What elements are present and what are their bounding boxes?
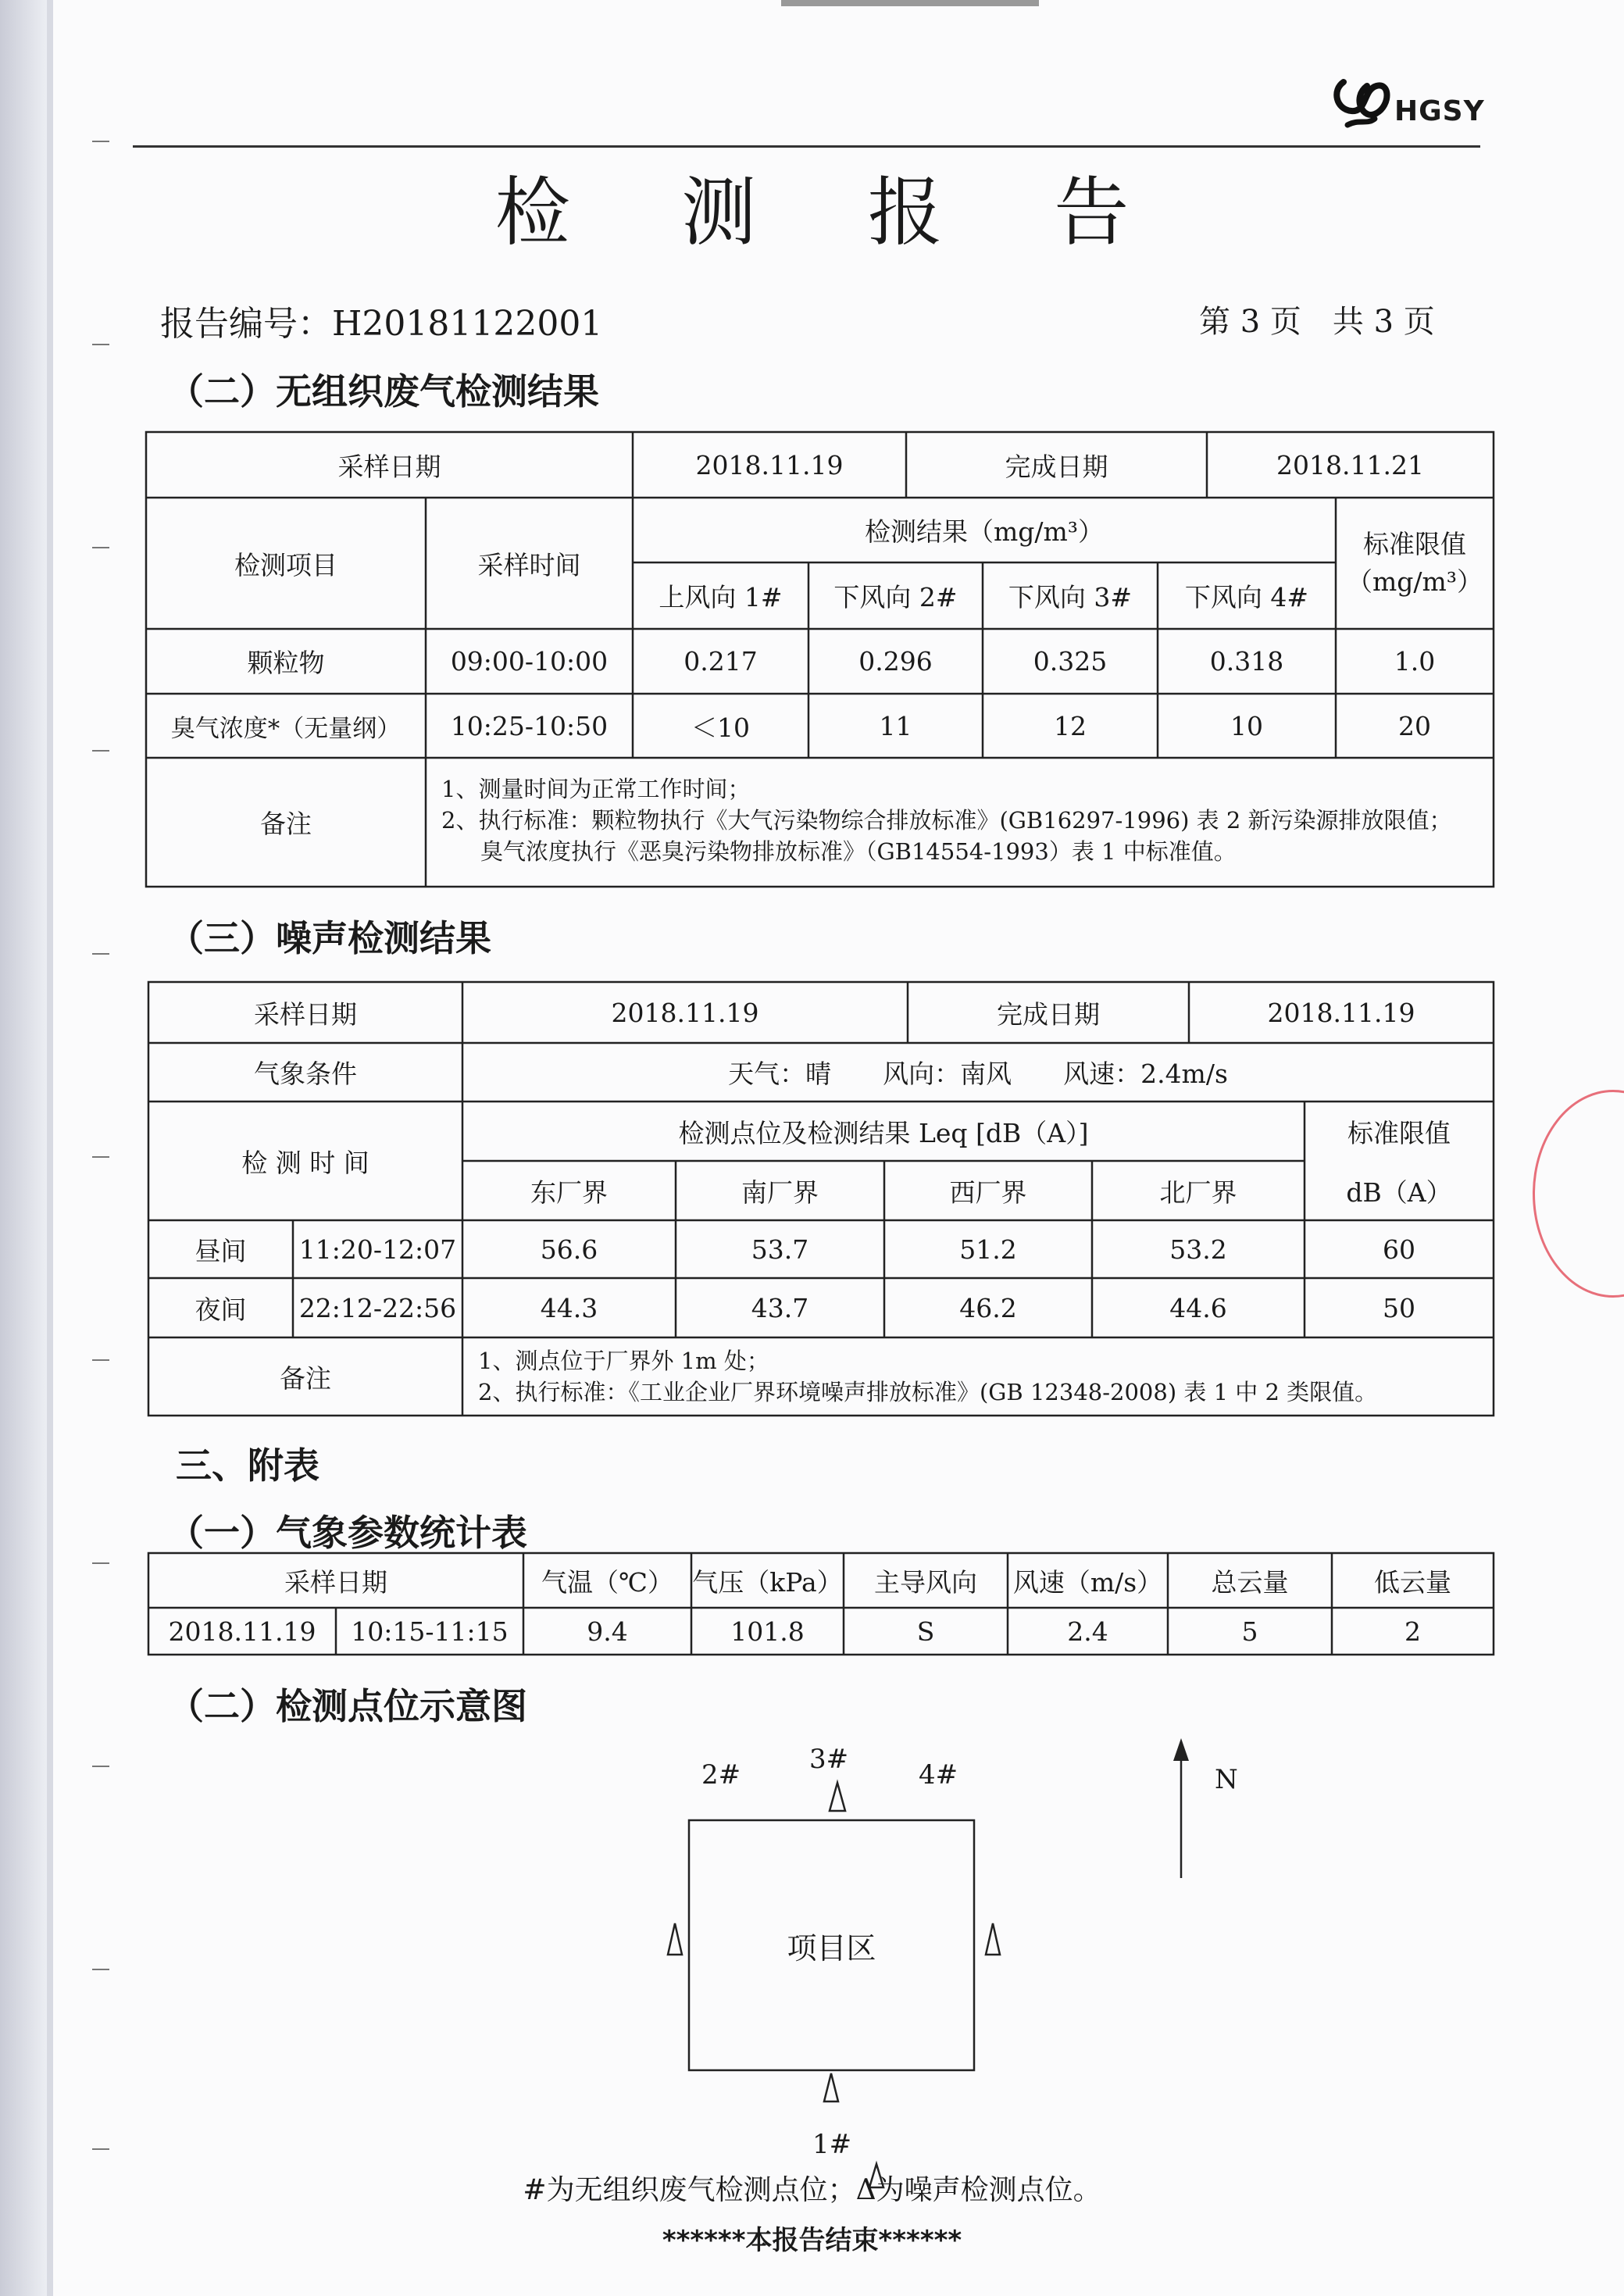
site-map-heading: （二）检测点位示意图 <box>168 1685 527 1727</box>
gas-value: 10 <box>1230 710 1263 741</box>
weather-cell: 101.8 <box>730 1616 805 1647</box>
gas-point: 下风向 4# <box>1184 582 1309 612</box>
gas-value: ＜10 <box>691 712 750 743</box>
noise-time: 22:12-22:56 <box>298 1292 457 1323</box>
gas-col-limit: 标准限值（mg/m³） <box>1346 529 1483 597</box>
noise-limit: 50 <box>1383 1292 1415 1323</box>
noise-point: 南厂界 <box>741 1177 819 1208</box>
map-legend: #为无组织废气检测点位；Δ为噪声检测点位。 <box>523 2174 1101 2206</box>
gas-point: 上风向 1# <box>659 582 783 612</box>
noise-note-label: 备注 <box>280 1362 331 1394</box>
gas-point-3-label: 3# <box>809 1744 849 1775</box>
page-title: 检 测 报 告 <box>494 169 1173 256</box>
noise-sampling-date: 2018.11.19 <box>611 997 759 1028</box>
noise-note-2: 2、执行标准：《工业企业厂界环境噪声排放标准》(GB 12348-2008) 表 1 中 2 类限值。 <box>478 1379 1378 1405</box>
gas-value: 0.217 <box>684 646 758 677</box>
noise-period: 昼间 <box>195 1235 247 1266</box>
gas-point: 下风向 3# <box>1008 582 1133 612</box>
noise-period: 夜间 <box>195 1294 247 1325</box>
gas-row-time: 10:25-10:50 <box>450 710 609 741</box>
gas-complete-date: 2018.11.21 <box>1276 449 1424 480</box>
gas-sampling-date-label: 采样日期 <box>337 451 441 482</box>
gas-point: 下风向 2# <box>833 582 958 612</box>
noise-value: 51.2 <box>959 1234 1017 1265</box>
gas-sampling-date: 2018.11.19 <box>695 449 844 480</box>
gas-row-item: 颗粒物 <box>247 648 325 678</box>
noise-result-label: 检测点位及检测结果 Leq [dB（A）] <box>678 1117 1089 1148</box>
noise-point: 东厂界 <box>530 1177 608 1208</box>
noise-limit-unit: dB（A） <box>1346 1177 1452 1208</box>
logo-text: HGSY <box>1394 95 1485 127</box>
noise-section-heading: （三）噪声检测结果 <box>168 917 491 959</box>
noise-value: 56.6 <box>540 1234 598 1265</box>
noise-limit: 60 <box>1383 1234 1415 1265</box>
gas-note-1: 1、测量时间为正常工作时间； <box>441 776 751 802</box>
weather-col: 气压（kPa） <box>692 1566 843 1598</box>
weather-col: 风速（m/s） <box>1012 1566 1163 1598</box>
weather-cell: 9.4 <box>587 1616 628 1647</box>
noise-value: 43.7 <box>751 1292 809 1323</box>
gas-point-2-label: 2# <box>701 1759 741 1791</box>
noise-value: 53.2 <box>1169 1234 1227 1265</box>
noise-time-label: 检 测 时 间 <box>241 1147 369 1178</box>
report-end-marker: ******本报告结束****** <box>662 2225 962 2256</box>
gas-row-item: 臭气浓度*（无量纲） <box>170 714 402 743</box>
noise-time: 11:20-12:07 <box>298 1234 457 1265</box>
noise-value: 44.3 <box>540 1292 598 1323</box>
noise-point: 西厂界 <box>949 1177 1027 1208</box>
gas-value: 0.296 <box>858 646 933 677</box>
gas-value: 11 <box>879 710 912 741</box>
weather-cell: 2018.11.19 <box>168 1616 316 1647</box>
gas-col-time: 采样时间 <box>477 549 581 580</box>
gas-limit: 20 <box>1398 710 1431 741</box>
noise-note-1: 1、测点位于厂界外 1m 处； <box>478 1348 769 1374</box>
noise-value: 44.6 <box>1169 1292 1227 1323</box>
gas-col-item: 检测项目 <box>234 549 337 580</box>
gas-complete-date-label: 完成日期 <box>1005 451 1108 482</box>
gas-row-time: 09:00-10:00 <box>450 646 609 677</box>
noise-point: 北厂界 <box>1159 1177 1237 1208</box>
weather-cell: 10:15-11:15 <box>351 1616 509 1647</box>
noise-weather: 天气：晴 风向：南风 风速：2.4m/s <box>728 1059 1228 1089</box>
weather-col: 主导风向 <box>874 1566 977 1598</box>
appendix-heading: 三、附表 <box>176 1444 319 1487</box>
gas-note-2: 2、执行标准：颗粒物执行《大气污染物综合排放标准》(GB16297-1996) 表 2 新污染源排放限值； <box>441 807 1452 834</box>
weather-col: 低云量 <box>1374 1566 1451 1598</box>
gas-limit: 1.0 <box>1394 646 1436 677</box>
noise-complete-date-label: 完成日期 <box>997 998 1100 1030</box>
gas-note-label: 备注 <box>260 809 312 839</box>
gas-point-4-label: 4# <box>919 1759 958 1791</box>
noise-complete-date: 2018.11.19 <box>1267 997 1415 1028</box>
page-number: 第 3 页 共 3 页 <box>1199 304 1435 340</box>
gas-section-heading: （二）无组织废气检测结果 <box>168 370 599 412</box>
noise-value: 46.2 <box>959 1292 1017 1323</box>
weather-cell: S <box>916 1616 935 1647</box>
gas-value: 0.318 <box>1209 646 1284 677</box>
weather-table-heading: （一）气象参数统计表 <box>168 1512 527 1554</box>
gas-col-result: 检测结果（mg/m³） <box>864 516 1105 547</box>
gas-value: 0.325 <box>1033 646 1108 677</box>
weather-cell: 2 <box>1404 1616 1421 1647</box>
gas-point-1-label: 1# <box>812 2129 852 2160</box>
weather-cell: 5 <box>1241 1616 1258 1647</box>
gas-value: 12 <box>1054 710 1087 741</box>
weather-col: 采样日期 <box>284 1566 387 1598</box>
weather-col: 气温（℃） <box>541 1566 673 1598</box>
weather-col: 总云量 <box>1211 1566 1289 1598</box>
report-number: 报告编号：H20181122001 <box>160 304 603 344</box>
noise-weather-label: 气象条件 <box>254 1059 357 1089</box>
north-label: N <box>1215 1764 1238 1795</box>
noise-value: 53.7 <box>751 1234 809 1265</box>
noise-sampling-date-label: 采样日期 <box>254 998 357 1030</box>
noise-limit-label: 标准限值 <box>1347 1117 1451 1148</box>
project-area-label: 项目区 <box>787 1930 876 1966</box>
weather-cell: 2.4 <box>1067 1616 1108 1647</box>
gas-note-3: 臭气浓度执行《恶臭污染物排放标准》（GB14554-1993）表 1 中标准值。 <box>480 838 1237 865</box>
